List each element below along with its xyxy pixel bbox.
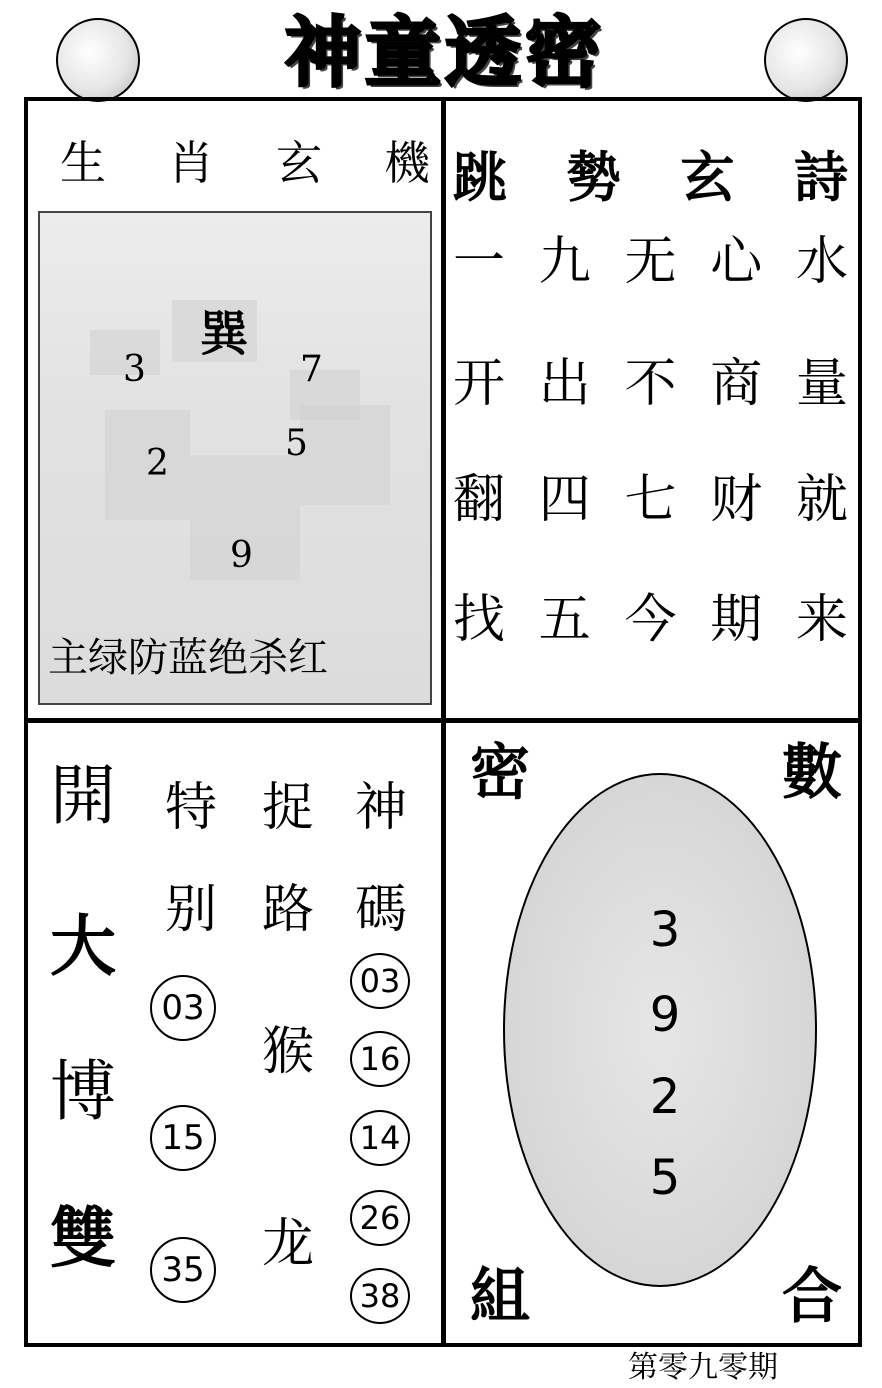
code-column-head: 神 (355, 778, 408, 838)
poem-row (453, 590, 848, 650)
page-title: 神童透密 (285, 8, 605, 97)
vertical-label-char: 雙 (50, 1199, 116, 1277)
zodiac-heading-char: 生 (60, 136, 106, 190)
horizontal-divider (24, 718, 862, 723)
decorative-ball-left (56, 18, 140, 102)
poem-char: 心 (710, 232, 763, 292)
code-number-circle: 14 (350, 1110, 410, 1166)
code-column-head: 碼 (355, 880, 408, 940)
poem-char: 不 (624, 354, 677, 414)
poem-char: 找 (453, 590, 506, 650)
road-column-head: 捉 (262, 778, 315, 838)
poem-title-char: 跳 (453, 145, 507, 209)
special-number-circle: 35 (150, 1237, 216, 1303)
code-number-circle: 16 (350, 1031, 410, 1087)
poem-char: 水 (795, 232, 848, 292)
poem-char: 期 (710, 590, 763, 650)
poem-char: 就 (795, 470, 848, 530)
poem-char: 开 (453, 354, 506, 414)
poem-char: 无 (624, 232, 677, 292)
poem-char: 四 (538, 470, 591, 530)
poem-char: 九 (538, 232, 591, 292)
poem-title-char: 玄 (680, 145, 735, 209)
poem-char: 五 (538, 590, 591, 650)
secret-digit: 5 (649, 1150, 681, 1206)
corner-label: 數 (782, 738, 842, 808)
shade-patch (300, 405, 390, 505)
poem-char: 一 (453, 232, 506, 292)
poem-row (453, 232, 848, 292)
poem-char: 七 (624, 470, 677, 530)
issue-period: 第零九零期 (628, 1350, 778, 1385)
code-number-circle: 38 (350, 1268, 410, 1324)
poem-row (453, 354, 848, 414)
secret-digit: 3 (649, 902, 681, 958)
poem-char: 量 (795, 354, 848, 414)
special-column-head: 别 (165, 880, 218, 940)
vertical-label-char: 博 (50, 1053, 116, 1130)
corner-label: 組 (470, 1262, 530, 1332)
zodiac-number: 2 (146, 443, 169, 484)
special-number-circle: 15 (150, 1105, 216, 1171)
code-number-circle: 26 (350, 1190, 410, 1246)
poem-title-char: 詩 (793, 145, 848, 209)
special-column-head: 特 (165, 778, 218, 838)
zodiac-heading-char: 玄 (276, 136, 322, 190)
road-zodiac-value: 猴 (262, 1022, 315, 1082)
special-number-circle: 03 (150, 975, 216, 1041)
corner-label: 合 (782, 1262, 842, 1332)
zodiac-number: 3 (123, 349, 146, 390)
secret-digit: 2 (649, 1069, 681, 1125)
poem-title (453, 145, 848, 209)
poem-char: 商 (710, 354, 763, 414)
zodiac-number: 5 (285, 423, 308, 464)
poem-title-char: 勢 (566, 145, 621, 209)
zodiac-heading-char: 機 (384, 136, 430, 190)
vertical-label-char: 大 (50, 907, 116, 985)
road-zodiac-value: 龙 (262, 1214, 315, 1274)
trigram-label: 巽 (200, 306, 249, 362)
poem-char: 来 (795, 590, 848, 650)
code-number-circle: 03 (350, 953, 410, 1009)
zodiac-heading-char: 肖 (168, 136, 214, 190)
zodiac-number: 7 (300, 349, 323, 390)
vertical-label-char: 開 (50, 757, 116, 834)
decorative-ball-right (764, 18, 848, 102)
zodiac-footer-text: 主绿防蓝绝杀红 (48, 635, 328, 681)
zodiac-heading (60, 133, 430, 193)
road-column-head: 路 (262, 880, 315, 940)
poem-char: 今 (624, 590, 677, 650)
poem-char: 出 (538, 354, 591, 414)
zodiac-number: 9 (230, 535, 253, 576)
poem-row (453, 470, 848, 530)
corner-label: 密 (470, 738, 530, 808)
poem-char: 翻 (453, 470, 506, 530)
secret-digit: 9 (649, 987, 681, 1043)
poem-char: 财 (710, 470, 763, 530)
